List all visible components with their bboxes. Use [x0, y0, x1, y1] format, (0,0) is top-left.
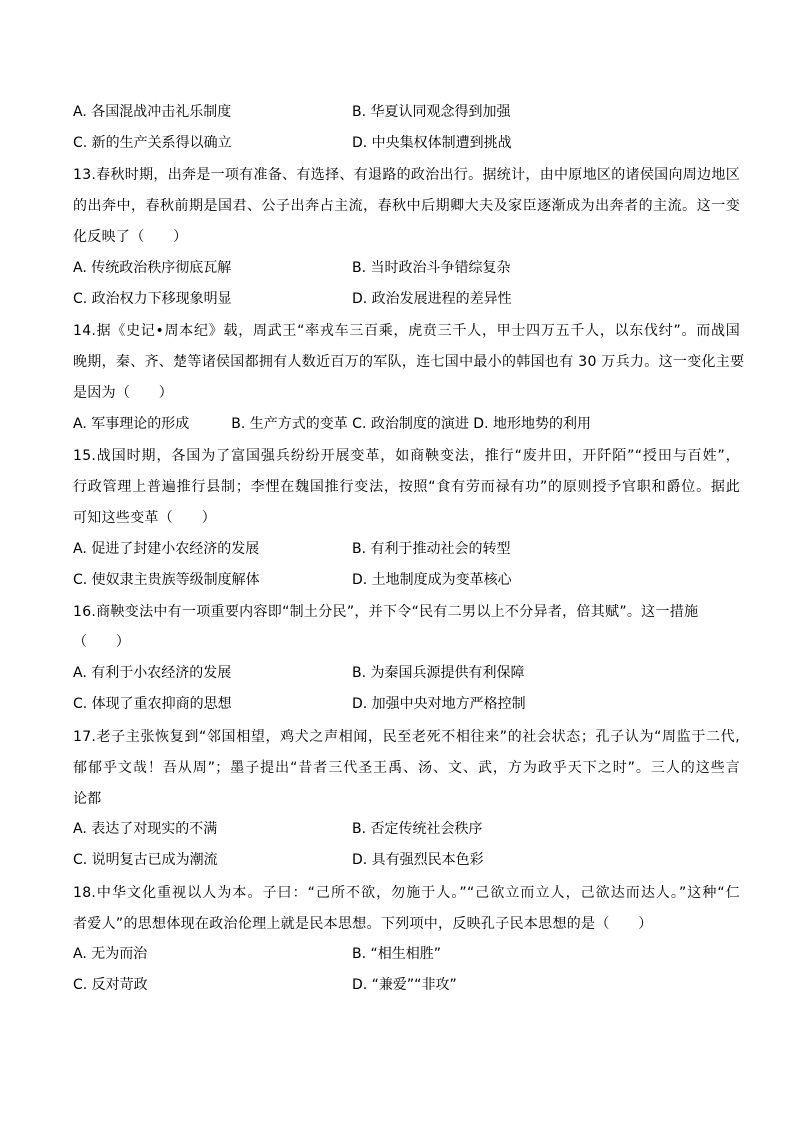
q16-option-d: D. 加强中央对地方严格控制 [352, 696, 526, 712]
q12-option-c: C. 新的生产关系得以确立 [73, 135, 232, 151]
q17-stem-line-3: 论都 [73, 791, 102, 807]
q13-option-d: D. 政治发展进程的差异性 [352, 291, 512, 307]
q13-option-a: A. 传统政治秩序彻底瓦解 [73, 260, 232, 276]
q13-stem-line-1: 13.春秋时期，出奔是一项有准备、有选择、有退路的政治出行。据统计，由中原地区的诸侯国向周边地区 [73, 167, 740, 183]
q12-option-d: D. 中央集权体制遭到挑战 [352, 135, 512, 151]
q17-stem-line-1: 17.老子主张恢复到“邻国相望，鸡犬之声相闻，民至老死不相往来”的社会状态；孔子认为“周监于二代, [73, 729, 740, 745]
q17-option-b: B. 否定传统社会秩序 [352, 821, 483, 837]
q15-option-b: B. 有利于推动社会的转型 [352, 541, 511, 557]
q13-stem-line-2: 的出奔中，春秋前期是国君、公子出奔占主流，春秋中后期卿大夫及家臣逐渐成为出奔者的主流。这一变 [73, 198, 740, 214]
q14-stem-line-3: 是因为（ ） [73, 385, 174, 401]
q18-option-a: A. 无为而治 [73, 946, 148, 962]
q13-stem-line-3: 化反映了（ ） [73, 229, 188, 245]
q12-option-b: B. 华夏认同观念得到加强 [352, 104, 511, 120]
q17-stem-line-2: 郁郁乎文哉！吾从周”；墨子提出“昔者三代圣王禹、汤、文、武，方为政乎天下之时”。三人的这些言 [73, 760, 740, 776]
q18-option-c: C. 反对苛政 [73, 977, 148, 993]
q16-stem-line-1: 16.商鞅变法中有一项重要内容即“制土分民”，并下令“民有二男以上不分异者，倍其赋”。这一措施 [73, 604, 699, 620]
q14-stem-line-1: 14.据《史记•周本纪》载，周武王“率戎车三百乘，虎贲三千人，甲士四万五千人，以东伐纣”。而战国 [73, 323, 740, 339]
q16-stem-line-2: （ ） [73, 634, 131, 650]
q17-option-d: D. 具有强烈民本色彩 [352, 852, 484, 868]
q18-stem-line-1: 18.中华文化重视以人为本。子曰：“己所不欲，勿施于人。”“己欲立而立人，己欲达而达人。”这种“仁 [73, 885, 740, 901]
q13-option-c: C. 政治权力下移现象明显 [73, 291, 232, 307]
q17-option-c: C. 说明复古已成为潮流 [73, 852, 218, 868]
q15-option-c: C. 使奴隶主贵族等级制度解体 [73, 572, 260, 588]
q12-option-a: A. 各国混战冲击礼乐制度 [73, 104, 232, 120]
q13-option-b: B. 当时政治斗争错综复杂 [352, 260, 511, 276]
q16-option-a: A. 有利于小农经济的发展 [73, 665, 232, 681]
q17-option-a: A. 表达了对现实的不满 [73, 821, 218, 837]
q15-option-a: A. 促进了封建小农经济的发展 [73, 541, 260, 557]
q16-option-b: B. 为秦国兵源提供有利保障 [352, 665, 525, 681]
q18-stem-line-2: 者爱人”的思想体现在政治伦理上就是民本思想。下列项中，反映孔子民本思想的是（ ） [73, 916, 653, 932]
q15-stem-line-3: 可知这些变革（ ） [73, 510, 216, 526]
q14-stem-line-2: 晚期，秦、齐、楚等诸侯国都拥有人数近百万的军队，连七国中最小的韩国也有 30 万兵力。这一变化主要 [73, 354, 745, 370]
q15-option-d: D. 土地制度成为变革核心 [352, 572, 512, 588]
q15-stem-line-1: 15.战国时期，各国为了富国强兵纷纷开展变革，如商鞅变法，推行“废井田，开阡陌”“授田与百姓”， [73, 448, 740, 464]
q18-option-b: B. “相生相胜” [352, 946, 442, 962]
q18-option-d: D. “兼爱”“非攻” [352, 977, 457, 993]
q16-option-c: C. 体现了重农抑商的思想 [73, 696, 232, 712]
q15-stem-line-2: 行政管理上普遍推行县制；李悝在魏国推行变法，按照“食有劳而禄有功”的原则授予官职和爵位。据此 [73, 479, 740, 495]
q14-options-line: A. 军事理论的形成 B. 生产方式的变革 C. 政治制度的演进 D. 地形地势的利用 [73, 416, 591, 432]
